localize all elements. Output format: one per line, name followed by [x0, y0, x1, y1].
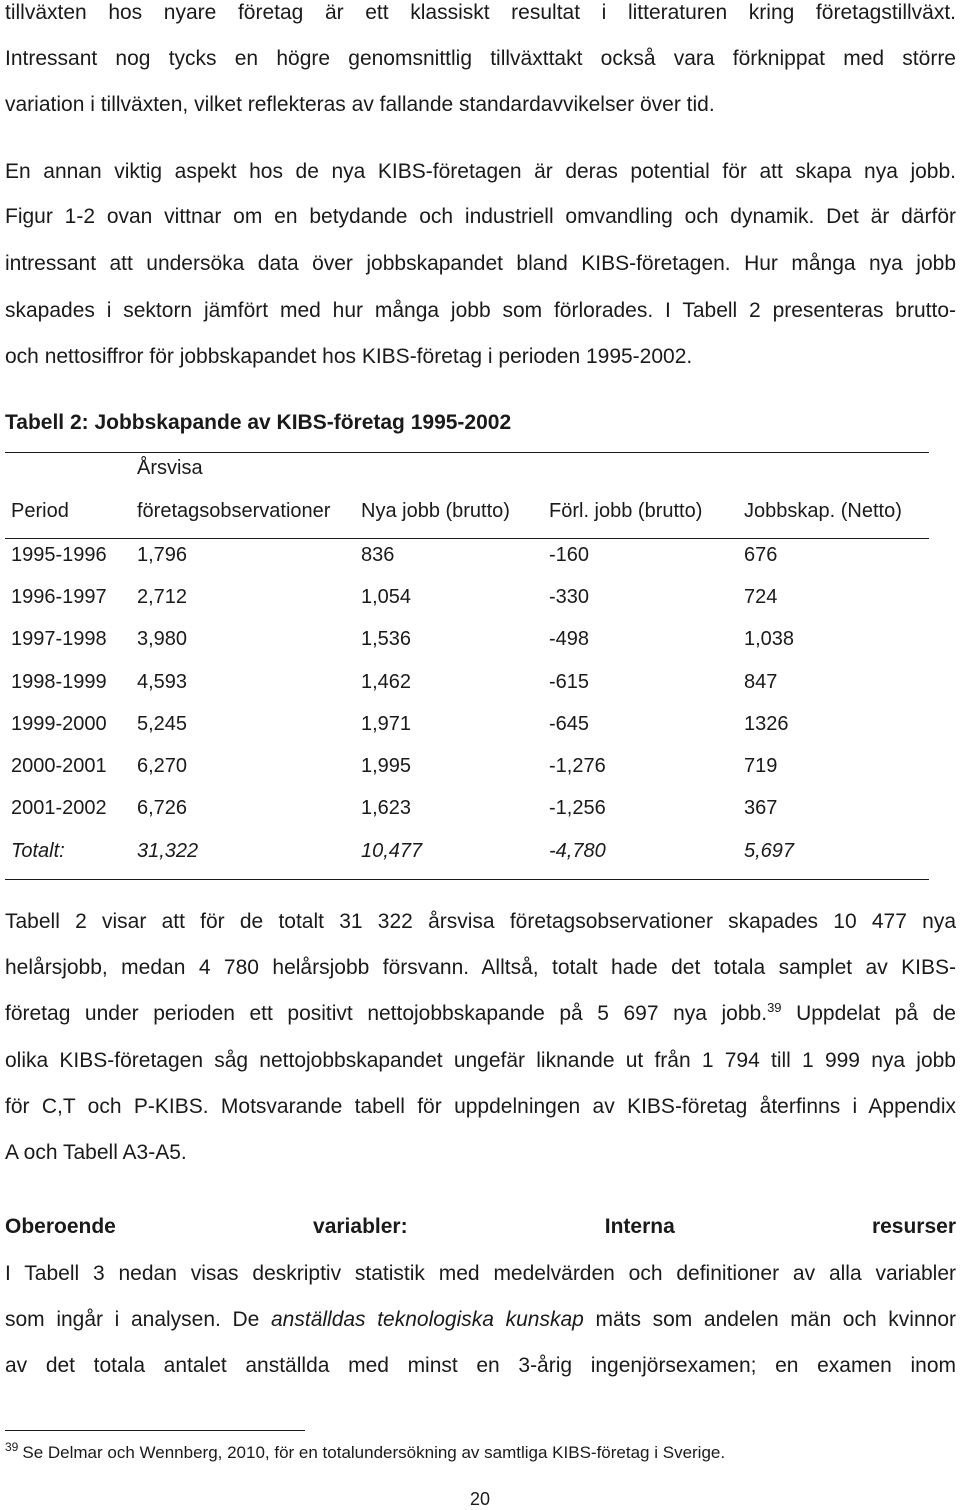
paragraph-line — [5, 1000, 956, 1025]
paragraph-text: företag under perioden ett positivt nettojobbskapande på 5 697 nya jobb. — [5, 1002, 768, 1025]
paragraph-line: Figur 1-2 ovan vittnar om en betydande och industriell omvandling och dynamik. Det är därför — [5, 205, 956, 228]
table-header-rule — [5, 538, 929, 539]
footnote-text: Se Delmar och Wennberg, 2010, för en totalundersökning av samtliga KIBS-företag i Sverige. — [22, 1443, 726, 1462]
cell-total-label: Totalt: — [11, 840, 65, 862]
paragraph-line: En annan viktig aspekt hos de nya KIBS-företagen är deras potential för att skapa nya jobb. — [5, 160, 956, 183]
footnote-separator — [5, 1430, 305, 1431]
cell-period: 1997-1998 — [11, 628, 107, 650]
cell-new-jobs: 1,971 — [361, 713, 412, 735]
footnote-mark: 39 — [5, 1440, 19, 1455]
cell-lost-jobs: -330 — [549, 586, 590, 608]
cell-period: 1995-1996 — [11, 544, 107, 566]
paragraph-line: av det totala antalet anställda med minst en 3-årig ingenjörsexamen; en examen inom — [5, 1354, 956, 1377]
cell-net-jobs: 367 — [744, 797, 778, 819]
cell-observations: 3,980 — [137, 628, 188, 650]
cell-new-jobs: 1,462 — [361, 671, 412, 693]
section-heading: Oberoende variabler: Interna resurser — [5, 1215, 957, 1238]
paragraph-line: I Tabell 3 nedan visas deskriptiv statistik med medelvärden och definitioner av alla variabler — [5, 1262, 956, 1285]
cell-new-jobs: 1,536 — [361, 628, 412, 650]
cell-observations: 4,593 — [137, 671, 188, 693]
paragraph-line: som ingår i analysen. De anställdas teknologiska kunskap mäts som andelen män och kvinnor — [5, 1308, 956, 1331]
paragraph-line: Tabell 2 visar att för de totalt 31 322 årsvisa företagsobservationer skapades 10 477 nya — [5, 910, 956, 933]
cell-lost-jobs: -645 — [549, 713, 590, 735]
cell-total-new-jobs: 10,477 — [361, 840, 423, 862]
table-top-rule — [5, 452, 929, 453]
column-header-top: Årsvisa — [137, 457, 203, 479]
cell-lost-jobs: -1,276 — [549, 755, 606, 777]
paragraph-line: för C,T och P-KIBS. Motsvarande tabell för uppdelningen av KIBS-företag återfinns i Appendix — [5, 1095, 956, 1118]
cell-observations: 1,796 — [137, 544, 188, 566]
cell-observations: 6,726 — [137, 797, 188, 819]
cell-lost-jobs: -615 — [549, 671, 590, 693]
paragraph-line: A och Tabell A3-A5. — [5, 1141, 187, 1164]
paragraph-text: Uppdelat på de — [781, 1002, 956, 1025]
cell-period: 1996-1997 — [11, 586, 107, 608]
cell-observations: 5,245 — [137, 713, 188, 735]
cell-period: 2001-2002 — [11, 797, 107, 819]
cell-net-jobs: 676 — [744, 544, 778, 566]
emphasis-text: anställdas teknologiska kunskap — [271, 1308, 584, 1331]
cell-net-jobs: 719 — [744, 755, 778, 777]
page-number: 20 — [469, 1489, 491, 1509]
cell-net-jobs: 1,038 — [744, 628, 795, 650]
table-bottom-rule — [5, 879, 929, 880]
cell-total-net-jobs: 5,697 — [744, 840, 795, 862]
paragraph-line: intressant att undersöka data över jobbskapandet bland KIBS-företagen. Hur många nya jobb — [5, 252, 956, 275]
cell-net-jobs: 847 — [744, 671, 778, 693]
paragraph-line: helårsjobb, medan 4 780 helårsjobb försvann. Alltså, totalt hade det totala samplet av KIBS- — [5, 956, 956, 979]
footnote — [5, 1440, 726, 1463]
cell-new-jobs: 836 — [361, 544, 395, 566]
footnote-reference[interactable]: 39 — [767, 1000, 782, 1015]
paragraph-line: olika KIBS-företagen såg nettojobbskapandet ungefär liknande ut från 1 794 till 1 999 nya jobb — [5, 1049, 956, 1072]
cell-lost-jobs: -1,256 — [549, 797, 606, 819]
cell-net-jobs: 724 — [744, 586, 778, 608]
column-header-lost-jobs: Förl. jobb (brutto) — [549, 500, 703, 522]
column-header-observations: företagsobservationer — [137, 500, 331, 522]
cell-period: 2000-2001 — [11, 755, 107, 777]
column-header-period: Period — [11, 500, 69, 522]
paragraph-line: skapades i sektorn jämfört med hur många jobb som förlorades. I Tabell 2 presenteras brutto- — [5, 299, 956, 322]
paragraph-line: och nettosiffror för jobbskapandet hos KIBS-företag i perioden 1995-2002. — [5, 345, 693, 368]
column-header-new-jobs: Nya jobb (brutto) — [361, 500, 510, 522]
table-title: Tabell 2: Jobbskapande av KIBS-företag 1995-2002 — [5, 411, 512, 434]
cell-new-jobs: 1,623 — [361, 797, 412, 819]
cell-new-jobs: 1,995 — [361, 755, 412, 777]
paragraph-line: Intressant nog tycks en högre genomsnittlig tillväxttakt också vara förknippat med större — [5, 47, 956, 70]
cell-new-jobs: 1,054 — [361, 586, 412, 608]
column-header-net-jobs: Jobbskap. (Netto) — [744, 500, 902, 522]
cell-lost-jobs: -498 — [549, 628, 590, 650]
cell-net-jobs: 1326 — [744, 713, 789, 735]
cell-total-lost-jobs: -4,780 — [549, 840, 606, 862]
cell-lost-jobs: -160 — [549, 544, 590, 566]
paragraph-line: tillväxten hos nyare företag är ett klassiskt resultat i litteraturen kring företagstillväxt. — [5, 1, 956, 24]
cell-observations: 2,712 — [137, 586, 188, 608]
cell-observations: 6,270 — [137, 755, 188, 777]
cell-period: 1998-1999 — [11, 671, 107, 693]
cell-period: 1999-2000 — [11, 713, 107, 735]
paragraph-line: variation i tillväxten, vilket reflekteras av fallande standardavvikelser över tid. — [5, 93, 715, 116]
cell-total-observations: 31,322 — [137, 840, 199, 862]
